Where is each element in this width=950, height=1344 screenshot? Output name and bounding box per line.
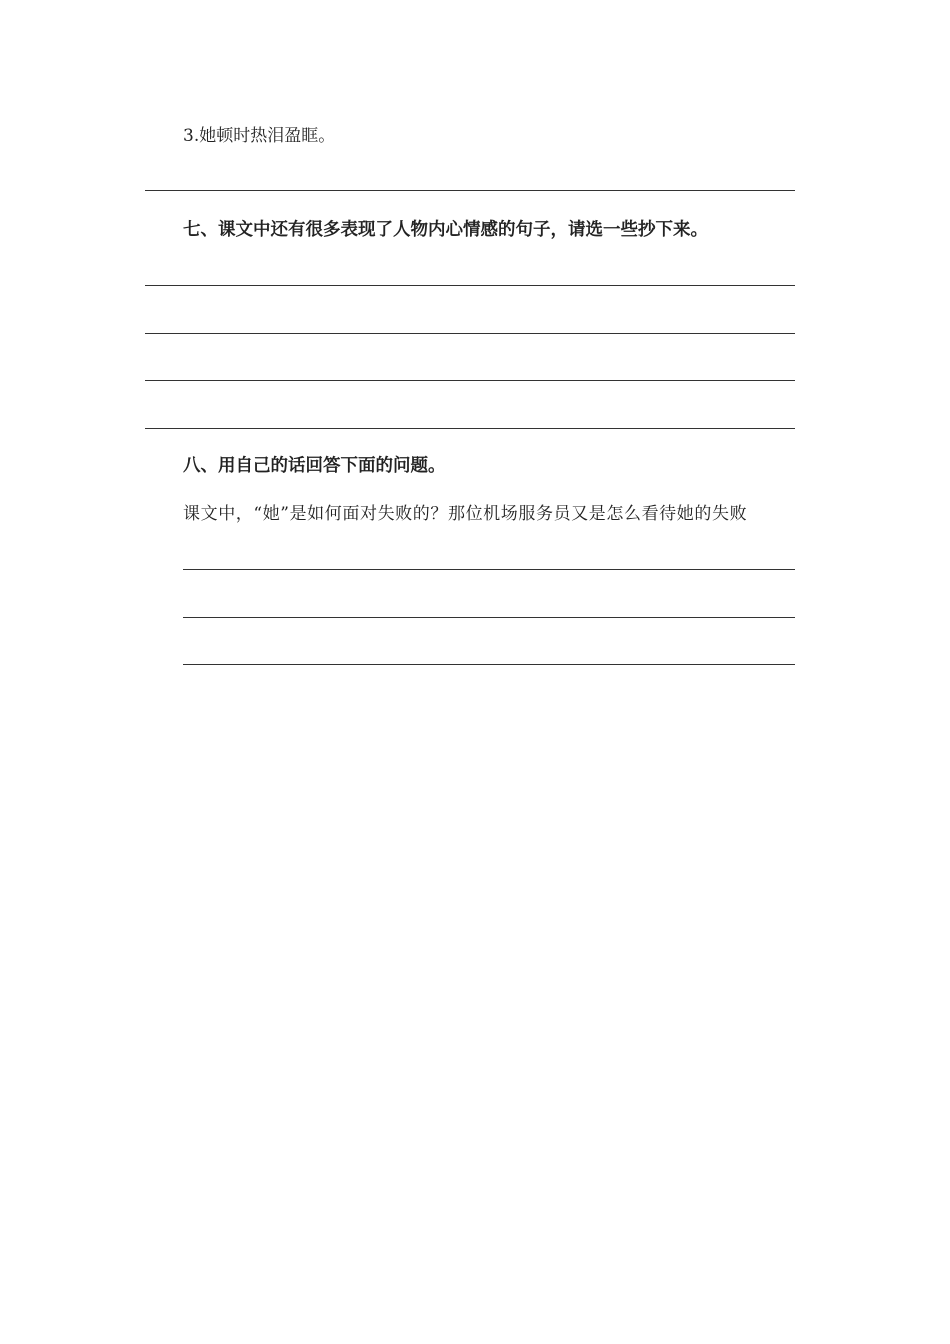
answer-line-section-7-2[interactable] [145, 333, 795, 334]
answer-line-section-8-1[interactable] [183, 569, 795, 570]
section-8-question: 课文中，“她”是如何面对失败的？那位机场服务员又是怎么看待她的失败 [183, 504, 748, 524]
section-7-heading: 七、课文中还有很多表现了人物内心情感的句子，请选一些抄下来。 [183, 220, 708, 240]
answer-line-item-3[interactable] [145, 190, 795, 191]
section-8-heading: 八、用自己的话回答下面的问题。 [183, 456, 446, 476]
item-3-text: 3.她顿时热泪盈眶。 [183, 126, 336, 146]
answer-line-section-7-3[interactable] [145, 380, 795, 381]
answer-line-section-8-2[interactable] [183, 617, 795, 618]
answer-line-section-7-4[interactable] [145, 428, 795, 429]
answer-line-section-7-1[interactable] [145, 285, 795, 286]
answer-line-section-8-3[interactable] [183, 664, 795, 665]
